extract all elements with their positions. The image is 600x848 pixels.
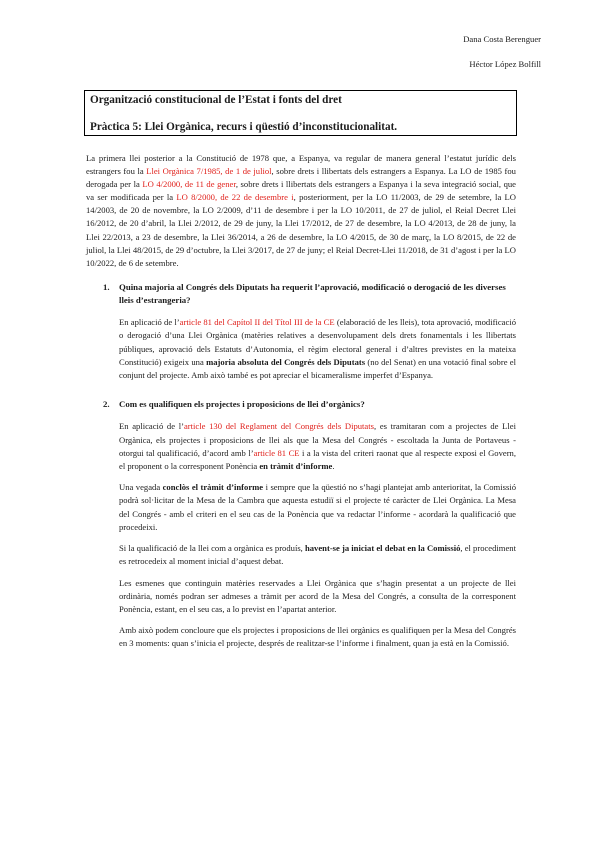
answer-emphasis: majoria absoluta del Congrés dels Diputats bbox=[206, 356, 366, 367]
answer-text: En aplicació de l’ bbox=[119, 317, 180, 328]
answer-text: i a la vista del criteri raonat que al respecte exposi el Govern, el proponent o la corresponent Ponència bbox=[119, 447, 516, 472]
answer-emphasis: havent-se ja iniciat el debat en la Comissió bbox=[304, 543, 461, 554]
answer-paragraph: Amb això podem concloure que els projectes i proposicions de llei orgànics es qualifiquen per la Mesa del Congrés en 3 moments: quan s’inicia el projecte, després de realitzar-se l’informe i finalment, quan ja està en la Comissió. bbox=[119, 625, 516, 649]
answer-emphasis: en tràmit d’informe bbox=[259, 461, 333, 472]
answer-emphasis: conclòs el tràmit d’informe bbox=[162, 482, 264, 493]
intro-text: , sobre drets i llibertats dels estrangers a Espanya i la seva integració social, que va ser modificada per la bbox=[86, 179, 516, 203]
answer-paragraph bbox=[86, 316, 516, 382]
intro-text: , posteriorment, per la LO 11/2003, de 29 de setembre, la LO 14/2003, de 20 de novembre, la LO 2/2009, d’11 de desembre i per la LO 10/2011, de 27 de juliol, el Reial Decret Llei 16/2012, de 20 d’abril, la Llei 2/2012, de 29 de juny, la Llei 17/2012, de 27 de desembre, la LO 4/2013, de 28 de juny, la Llei 22/2013, a 23 de desembre, la Llei 36/2014, a 26 de desembre, la LO 4/2015, de 30 de març, la LO 8/2015, de 22 de juliol, la Llei 48/2015, de 29 d’octubre, la Llei 3/2017, de 27 de juny; el Reial Decret-Llei 11/2018, de 31 d’agost i per la LO 10/2022, de 6 de setembre. bbox=[86, 192, 516, 268]
answer-paragraph bbox=[86, 420, 516, 473]
answer-text: , el procediment es retrocedeix al moment inicial d’aquest debat. bbox=[119, 543, 516, 567]
question-2 bbox=[86, 398, 516, 411]
answer-text: . bbox=[332, 461, 335, 472]
question-text: Quina majoria al Congrés dels Diputats ha requerit l’aprovació, modificació o derogació de les diverses lleis d’estrangeria? bbox=[119, 281, 506, 306]
answer-text: En aplicació de l’ bbox=[119, 421, 184, 432]
answer-text: Una vegada bbox=[119, 482, 163, 493]
intro-text: La primera llei posterior a la Constitució de 1978 que, a Espanya, va regular de manera general l’estatut jurídic dels estrangers fou la bbox=[86, 153, 516, 177]
course-title: Organització constitucional de l’Estat i fonts del dret bbox=[90, 94, 342, 106]
law-link[interactable]: LO 8/2000, de 22 de desembre i bbox=[176, 192, 294, 203]
question-number: 2. bbox=[103, 399, 110, 410]
author-name: Dana Costa Berenguer bbox=[463, 34, 541, 44]
law-link[interactable]: LO 4/2000, de 11 de gener bbox=[142, 179, 236, 190]
law-link[interactable]: Llei Orgànica 7/1985, de 1 de juliol bbox=[146, 166, 272, 177]
answer-paragraph bbox=[86, 481, 516, 534]
answer-text: Si la qualificació de la llei com a orgànica es produís, bbox=[119, 543, 305, 554]
intro-paragraph bbox=[86, 152, 516, 270]
law-link[interactable]: article 81 CE bbox=[253, 447, 300, 458]
answer-text: i sempre que la qüestió no s’hagi plantejat amb anterioritat, la Comissió podrà sol·licitar de la Mesa de la Cambra que aquesta estudiï si el projecte té caràcter de Llei Orgànica. La Mesa del Congrés - amb el criteri en el seu cas de la Ponència que va redactar l’informe - acordarà la qualificació que procedeixi. bbox=[119, 482, 516, 532]
answer-text: , es tramitaran com a projectes de Llei Orgànica, els projectes i proposicions de llei als que la Mesa del Congrés - escoltada la Junta de Portaveus - otorgui tal qualificació, d’acord amb l’ bbox=[119, 421, 516, 458]
answer-paragraph: Les esmenes que continguin matèries reservades a Llei Orgànica que s’hagin presentat a un projecte de llei ordinària, només podran ser admeses a tràmit per acord de la Mesa del Congrés, a consulta de la corresponent Ponència, estant, en el seu cas, a lo previst en l’apartat anterior. bbox=[119, 577, 516, 614]
law-link[interactable]: article 130 del Reglament del Congrés dels Diputats bbox=[183, 421, 374, 432]
answer-text: (no del Senat) en una votació final sobre el conjunt del projecte. Amb això també es pot apreciar el bicameralisme imperfet d’Espanya. bbox=[119, 356, 516, 381]
title-box bbox=[84, 90, 517, 136]
author-block bbox=[463, 34, 541, 70]
author-name: Héctor López Bolfill bbox=[469, 59, 541, 69]
question-text: Com es qualifiquen els projectes i proposicions de llei d’orgànics? bbox=[119, 399, 365, 410]
answer-paragraph bbox=[86, 542, 516, 568]
question-1 bbox=[86, 281, 516, 307]
law-link[interactable]: article 81 del Capítol II del Títol III de la CE bbox=[179, 317, 335, 328]
intro-text: , sobre drets i llibertats dels estrangers a Espanya. La LO de 1985 fou derogada per la bbox=[86, 166, 516, 190]
practice-title: Pràctica 5: Llei Orgànica, recurs i qüestió d’inconstitucionalitat. bbox=[90, 121, 398, 133]
answer-text: (elaboració de les lleis), tota aprovació, modificació o derogació d’una Llei Orgànica (matèries relatives a desenvolupament dels drets fonamentals i les llibertats públiques, aprovació dels Estatuts d’Autonomia, el règim electoral general i d’altres previstes en la mateixa Constitució) exigeix una bbox=[119, 317, 516, 367]
question-number: 1. bbox=[103, 281, 110, 292]
document-body bbox=[86, 152, 516, 651]
